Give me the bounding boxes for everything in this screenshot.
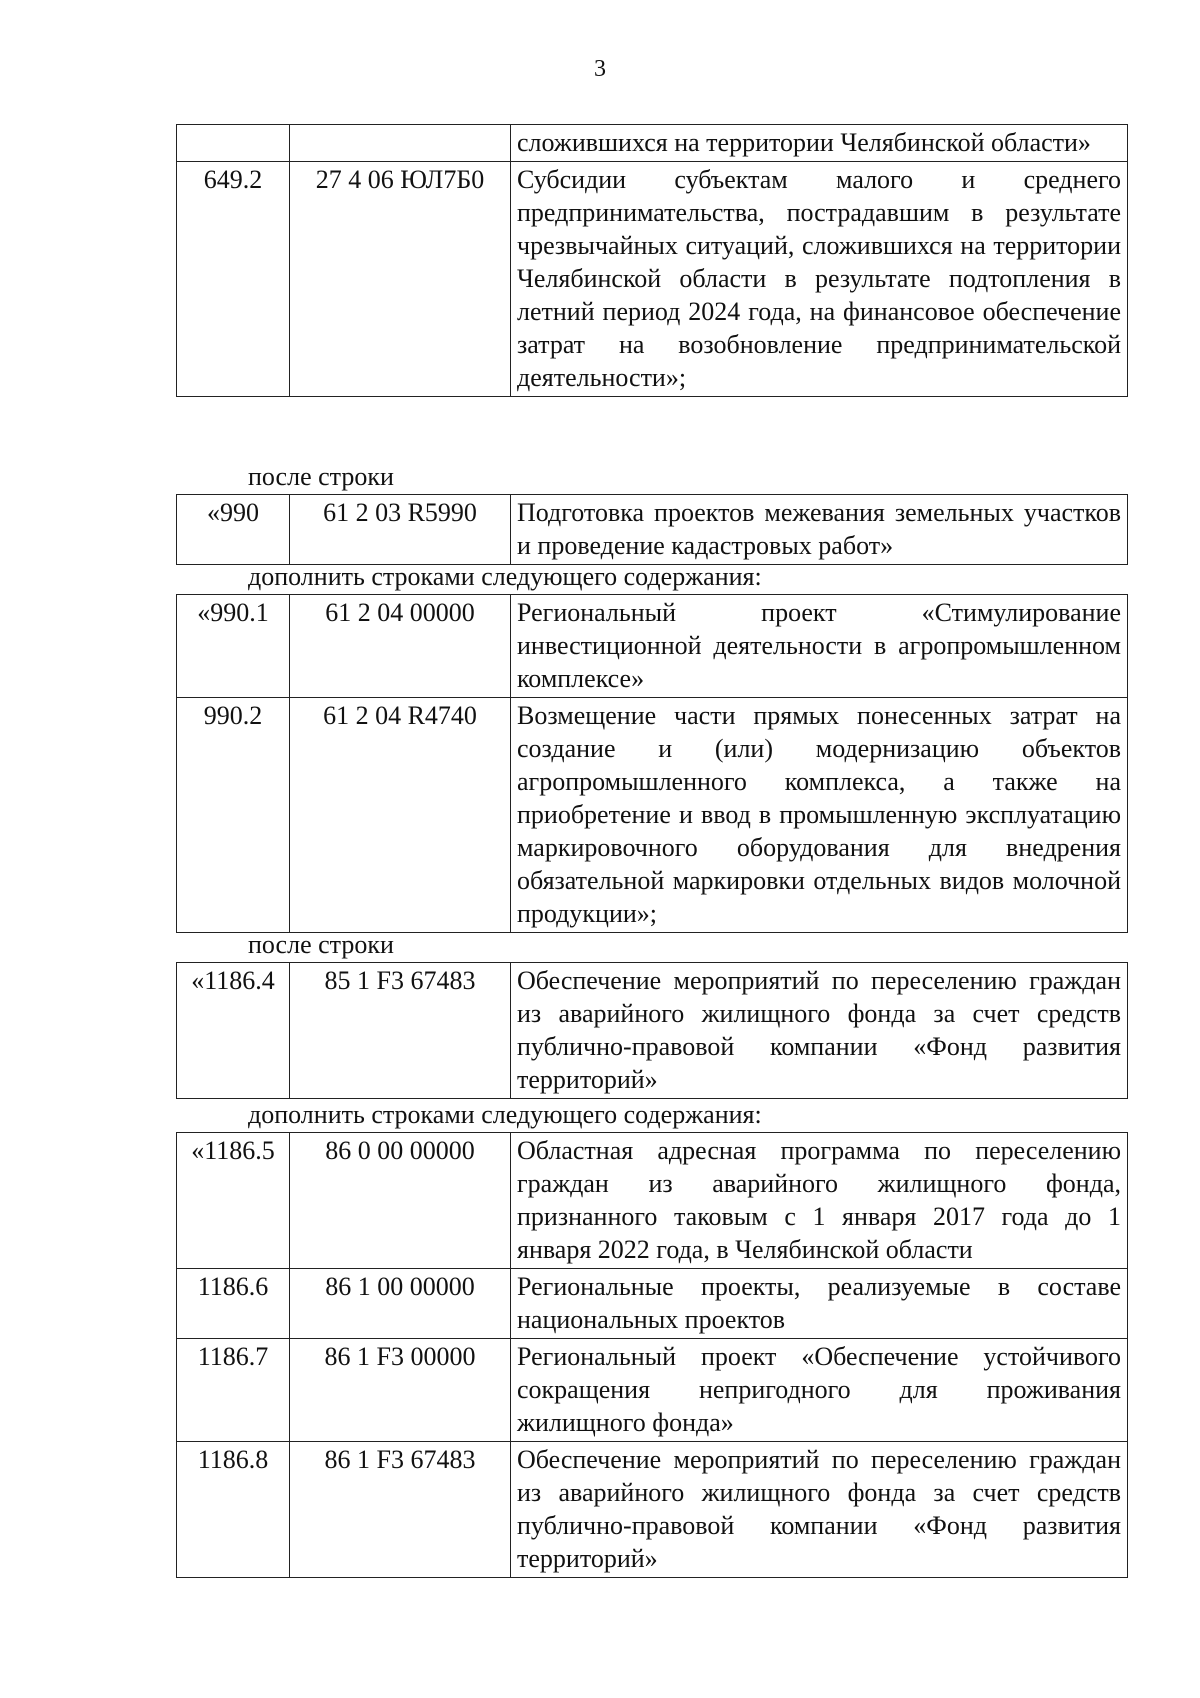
code-table bbox=[176, 124, 1128, 397]
code-table bbox=[176, 1132, 1128, 1578]
code-cell: 86 1 F3 67483 bbox=[290, 1442, 511, 1578]
table-row bbox=[177, 698, 1128, 933]
code-cell: 86 1 F3 00000 bbox=[290, 1339, 511, 1442]
code-table bbox=[176, 962, 1128, 1099]
code-cell: 85 1 F3 67483 bbox=[290, 963, 511, 1099]
code-cell bbox=[290, 125, 511, 162]
code-cell: 27 4 06 ЮЛ7Б0 bbox=[290, 162, 511, 397]
code-table bbox=[176, 594, 1128, 933]
instruction-text: дополнить строками следующего содержания: bbox=[248, 562, 762, 591]
instruction-text: после строки bbox=[248, 930, 394, 959]
table-row bbox=[177, 125, 1128, 162]
row-number-cell: 1186.7 bbox=[177, 1339, 290, 1442]
description-cell: Подготовка проектов межевания земельных участков и проведение кадастровых работ» bbox=[511, 495, 1128, 565]
description-cell: Возмещение части прямых понесенных затрат на создание и (или) модернизацию объектов агропромышленного комплекса, а также на приобретение и ввод в промышленную эксплуатацию маркировочного оборудования для внедрения обязательной маркировки отдельных видов молочной продукции»; bbox=[511, 698, 1128, 933]
table-row bbox=[177, 1339, 1128, 1442]
row-number-cell: «1186.5 bbox=[177, 1133, 290, 1269]
table-block-1 bbox=[176, 124, 1128, 397]
page-number: 3 bbox=[594, 56, 606, 82]
row-number-cell: 1186.6 bbox=[177, 1269, 290, 1339]
code-table bbox=[176, 494, 1128, 565]
row-number-cell: «990 bbox=[177, 495, 290, 565]
row-number-cell: «1186.4 bbox=[177, 963, 290, 1099]
description-cell: Обеспечение мероприятий по переселению граждан из аварийного жилищного фонда за счет средств публично-правовой компании «Фонд развития территорий» bbox=[511, 1442, 1128, 1578]
description-cell: Обеспечение мероприятий по переселению граждан из аварийного жилищного фонда за счет средств публично-правовой компании «Фонд развития территорий» bbox=[511, 963, 1128, 1099]
description-cell: Региональные проекты, реализуемые в составе национальных проектов bbox=[511, 1269, 1128, 1339]
description-cell: сложившихся на территории Челябинской области» bbox=[511, 125, 1128, 162]
description-cell: Областная адресная программа по переселению граждан из аварийного жилищного фонда, признанного таковым с 1 января 2017 года до 1 января 2022 года, в Челябинской области bbox=[511, 1133, 1128, 1269]
description-cell: Субсидии субъектам малого и среднего предпринимательства, пострадавшим в результате чрезвычайных ситуаций, сложившихся на территории Челябинской области в результате подтопления в летний период 2024 года, на финансовое обеспечение затрат на возобновление предпринимательской деятельности»; bbox=[511, 162, 1128, 397]
table-row bbox=[177, 595, 1128, 698]
code-cell: 86 0 00 00000 bbox=[290, 1133, 511, 1269]
description-cell: Региональный проект «Обеспечение устойчивого сокращения непригодного для проживания жилищного фонда» bbox=[511, 1339, 1128, 1442]
table-row bbox=[177, 162, 1128, 397]
code-cell: 61 2 04 R4740 bbox=[290, 698, 511, 933]
table-block-4 bbox=[176, 962, 1128, 1099]
row-number-cell: «990.1 bbox=[177, 595, 290, 698]
table-block-3 bbox=[176, 594, 1128, 933]
description-cell: Региональный проект «Стимулирование инвестиционной деятельности в агропромышленном комплексе» bbox=[511, 595, 1128, 698]
row-number-cell: 1186.8 bbox=[177, 1442, 290, 1578]
table-row bbox=[177, 963, 1128, 1099]
row-number-cell bbox=[177, 125, 290, 162]
code-cell: 61 2 03 R5990 bbox=[290, 495, 511, 565]
row-number-cell: 649.2 bbox=[177, 162, 290, 397]
instruction-text: после строки bbox=[248, 462, 394, 491]
instruction-text: дополнить строками следующего содержания: bbox=[248, 1100, 762, 1129]
table-block-2 bbox=[176, 494, 1128, 565]
row-number-cell: 990.2 bbox=[177, 698, 290, 933]
table-row bbox=[177, 495, 1128, 565]
table-row bbox=[177, 1442, 1128, 1578]
table-row bbox=[177, 1269, 1128, 1339]
table-block-5 bbox=[176, 1132, 1128, 1578]
code-cell: 61 2 04 00000 bbox=[290, 595, 511, 698]
table-row bbox=[177, 1133, 1128, 1269]
code-cell: 86 1 00 00000 bbox=[290, 1269, 511, 1339]
